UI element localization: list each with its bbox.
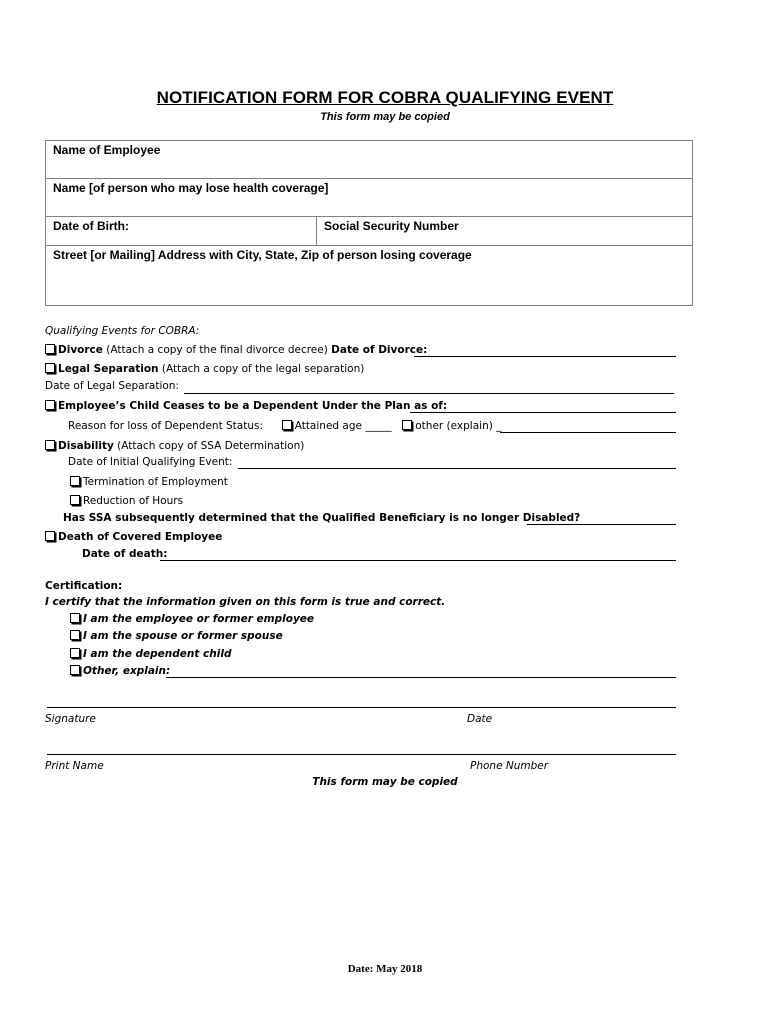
attained-age-blank[interactable]: _____	[365, 420, 392, 432]
cert-option-employee	[70, 613, 314, 625]
legal-sep-date-line[interactable]	[184, 393, 674, 394]
cert-child-label: I am the dependent child	[83, 648, 232, 660]
disability-note: (Attach copy of SSA Determination)	[117, 440, 305, 452]
ssn-label: Social Security Number	[324, 219, 459, 233]
death-checkbox[interactable]	[45, 531, 55, 541]
cert-option-spouse	[70, 630, 283, 642]
form-title: NOTIFICATION FORM FOR COBRA QUALIFYING EVENT	[156, 88, 614, 107]
initial-event-label: Date of Initial Qualifying Event:	[68, 456, 233, 468]
divorce-row	[45, 344, 427, 356]
child-date-line[interactable]	[410, 412, 676, 413]
death-label: Death of Covered Employee	[58, 531, 223, 543]
ssa-question: Has SSA subsequently determined that the Qualified Beneficiary is no longer Disabled?	[63, 512, 581, 524]
cert-spouse-checkbox[interactable]	[70, 630, 80, 640]
death-date-line[interactable]	[160, 560, 676, 561]
signature-date-label: Date	[467, 713, 493, 725]
disability-label: Disability	[58, 440, 114, 452]
reduction-checkbox[interactable]	[70, 495, 80, 505]
cert-other-checkbox[interactable]	[70, 665, 80, 675]
divorce-label: Divorce	[58, 344, 103, 356]
legal-sep-note: (Attach a copy of the legal separation)	[161, 363, 365, 375]
cert-child-checkbox[interactable]	[70, 648, 80, 658]
cert-option-other	[70, 665, 170, 677]
signature-label: Signature	[45, 713, 96, 725]
reason-row	[68, 420, 501, 432]
events-heading: Qualifying Events for COBRA:	[45, 325, 200, 337]
termination-label: Termination of Employment	[83, 476, 228, 488]
dob-ssn-row	[46, 217, 692, 246]
child-checkbox[interactable]	[45, 400, 55, 410]
address-field[interactable]	[46, 246, 692, 305]
employee-name-field[interactable]	[46, 141, 692, 179]
dob-label: Date of Birth:	[53, 219, 129, 233]
attained-age-label: Attained age	[294, 420, 362, 432]
child-row	[45, 400, 447, 412]
other-explain-checkbox[interactable]	[402, 420, 412, 430]
cert-option-child	[70, 648, 231, 660]
print-name-label: Print Name	[45, 760, 104, 772]
cert-spouse-label: I am the spouse or former spouse	[83, 630, 283, 642]
cell-divider	[316, 217, 317, 246]
reduction-row	[70, 495, 183, 507]
initial-event-line[interactable]	[238, 468, 676, 469]
bottom-note: This form may be copied	[312, 776, 458, 788]
legal-sep-checkbox[interactable]	[45, 363, 55, 373]
divorce-note: (Attach a copy of the final divorce decree)	[106, 344, 328, 356]
person-name-field[interactable]	[46, 179, 692, 217]
divorce-checkbox[interactable]	[45, 344, 55, 354]
disability-checkbox[interactable]	[45, 440, 55, 450]
death-row	[45, 531, 222, 543]
disability-row	[45, 440, 304, 452]
footer-date: Date: May 2018	[347, 963, 423, 975]
death-date-label: Date of death:	[82, 548, 168, 560]
cert-employee-checkbox[interactable]	[70, 613, 80, 623]
legal-sep-label: Legal Separation	[58, 363, 159, 375]
employee-name-label: Name of Employee	[53, 143, 161, 157]
cert-other-label: Other, explain:	[83, 665, 171, 677]
certification-heading: Certification:	[45, 580, 123, 592]
termination-row	[70, 476, 228, 488]
reduction-label: Reduction of Hours	[83, 495, 184, 507]
legal-sep-row	[45, 363, 364, 375]
address-label: Street [or Mailing] Address with City, State, Zip of person losing coverage	[53, 248, 472, 262]
attained-age-checkbox[interactable]	[282, 420, 292, 430]
child-label: Employee’s Child Ceases to be a Dependent Under the Plan as of:	[58, 400, 448, 412]
ssa-answer-line[interactable]	[527, 524, 676, 525]
phone-label: Phone Number	[470, 760, 549, 772]
divorce-date-line[interactable]	[414, 356, 676, 357]
other-explain-line[interactable]	[500, 432, 676, 433]
termination-checkbox[interactable]	[70, 476, 80, 486]
employee-info-table	[45, 140, 693, 306]
legal-sep-date-label: Date of Legal Separation:	[45, 380, 179, 392]
reason-label: Reason for loss of Dependent Status:	[68, 420, 264, 432]
certification-statement: I certify that the information given on this form is true and correct.	[45, 596, 446, 608]
divorce-date-label: Date of Divorce:	[331, 344, 428, 356]
cert-other-line[interactable]	[166, 677, 676, 678]
form-subtitle: This form may be copied	[320, 111, 450, 123]
print-name-line[interactable]	[47, 754, 676, 755]
person-name-label: Name [of person who may lose health coverage]	[53, 181, 329, 195]
signature-line[interactable]	[47, 707, 676, 708]
other-explain-label: other (explain) _	[415, 420, 502, 432]
cert-employee-label: I am the employee or former employee	[83, 613, 315, 625]
